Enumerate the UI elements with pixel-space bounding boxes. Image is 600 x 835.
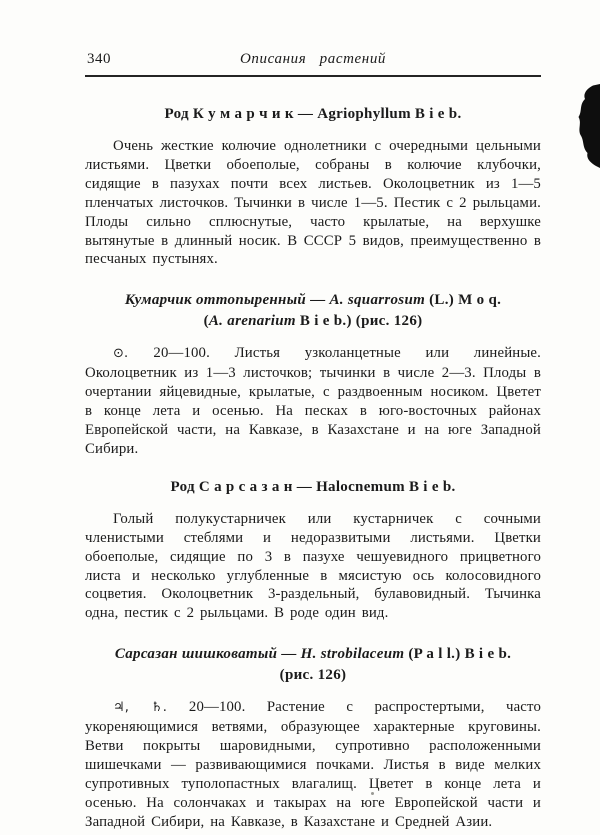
page-header	[85, 51, 541, 71]
genus-latin-name: Agriophyllum	[317, 106, 411, 122]
description-text: 20—100. Растение с распростертыми, часто укореняющимися ветвями, образующее характерные круговины. Ветви покрыты шаровидными, супротивно расположенными шишечками — развивающимися почками. Листья в виде мелких супротивных туполопастных влагалищ. Цветет в конце лета и осенью. На солончаках и такырах на юге Европейской части и Западной Сибири, на Кавказе, в Казахстане и Средней Азии.	[85, 699, 541, 830]
heading-separator: —	[306, 292, 330, 309]
genus-heading-agriophyllum	[85, 104, 541, 124]
species-latin-name: A. squarrosum	[329, 292, 426, 309]
page-number: 340	[87, 51, 111, 67]
heading-separator: —	[293, 106, 318, 122]
synonym-open-paren: (	[203, 312, 209, 329]
genus-latin-name: Halocnemum	[316, 478, 405, 495]
heading-separator: —	[292, 478, 317, 495]
ink-blot-artifact	[573, 84, 600, 168]
species-heading-squarrosum	[85, 290, 541, 331]
species-strobilaceum-description	[85, 698, 541, 831]
species-author: (P a l l.) B i e b.	[404, 646, 512, 663]
species-author: (L.) M o q.	[425, 292, 502, 309]
perennial-shrub-lifeform-symbols: ♃, ♄.	[113, 700, 189, 716]
genus-russian-name: К у м а р ч и к	[192, 106, 294, 122]
synonym-author: B i e b.)	[295, 312, 352, 329]
figure-reference: (рис. 126)	[279, 666, 347, 683]
species-latin-name: H. strobilaceum	[300, 646, 405, 663]
genus-prefix: Род	[164, 106, 193, 122]
genus-prefix: Род	[170, 478, 199, 495]
synonym-latin-name: A. arenarium	[208, 312, 296, 329]
annual-lifeform-symbol: ⊙.	[113, 346, 154, 362]
description-text: 20—100. Листья узколанцетные или линейные. Околоцветник из 1—3 листочков; тычинки в числе 2—3. Плоды в очертании яйцевидные, крылатые, с раздвоенным носиком. Цветет в конце лета и осенью. На песках в юго-восточных районах Европейской части, на Кавказе, в Казахстане и на юге Западной Сибири.	[85, 345, 541, 457]
genus-author: B i e b.	[410, 106, 462, 122]
figure-reference: (рис. 126)	[351, 312, 423, 329]
genus-russian-name: С а р с а з а н	[198, 478, 293, 495]
running-title: Описания растений	[239, 51, 387, 67]
genus-halocnemum-description: Голый полукустарничек или кустарничек с сочными членистыми стеблями и недоразвитыми листьями. Цветки обоеполые, сидящие по 3 в пазухе чешуевидного прицветного листа и несколько углубленные в мясистую ось колосовидного соцветия. Околоцветник 3-раздельный, булавовидный. Тычинка одна, пестик с 2 рыльцами. В роде один вид.	[85, 510, 541, 622]
heading-separator: —	[277, 646, 301, 663]
genus-heading-halocnemum	[85, 477, 541, 497]
page-content	[85, 86, 541, 832]
species-squarrosum-description	[85, 344, 541, 458]
species-russian-name: Сарсазан шишковатый	[114, 646, 278, 663]
genus-agriophyllum-description: Очень жесткие колючие однолетники с очередными цельными листьями. Цветки обоеполые, собраны в колючие клубочки, сидящие в пазухах почти всех листьев. Околоцветник из 1—5 пленчатых листочков. Тычинки в числе 1—5. Пестик с 2 рыльцами. Плоды сильно сплюснутые, часто крылатые, на верхушке вытянутые в длинный носик. В СССР 5 видов, преимущественно в песчаных пустынях.	[85, 138, 541, 268]
species-heading-strobilaceum	[85, 644, 541, 685]
genus-author: B i e b.	[404, 478, 456, 495]
speck-artifact	[371, 792, 374, 795]
header-rule	[85, 75, 541, 77]
species-russian-name: Кумарчик оттопыренный	[124, 292, 307, 309]
